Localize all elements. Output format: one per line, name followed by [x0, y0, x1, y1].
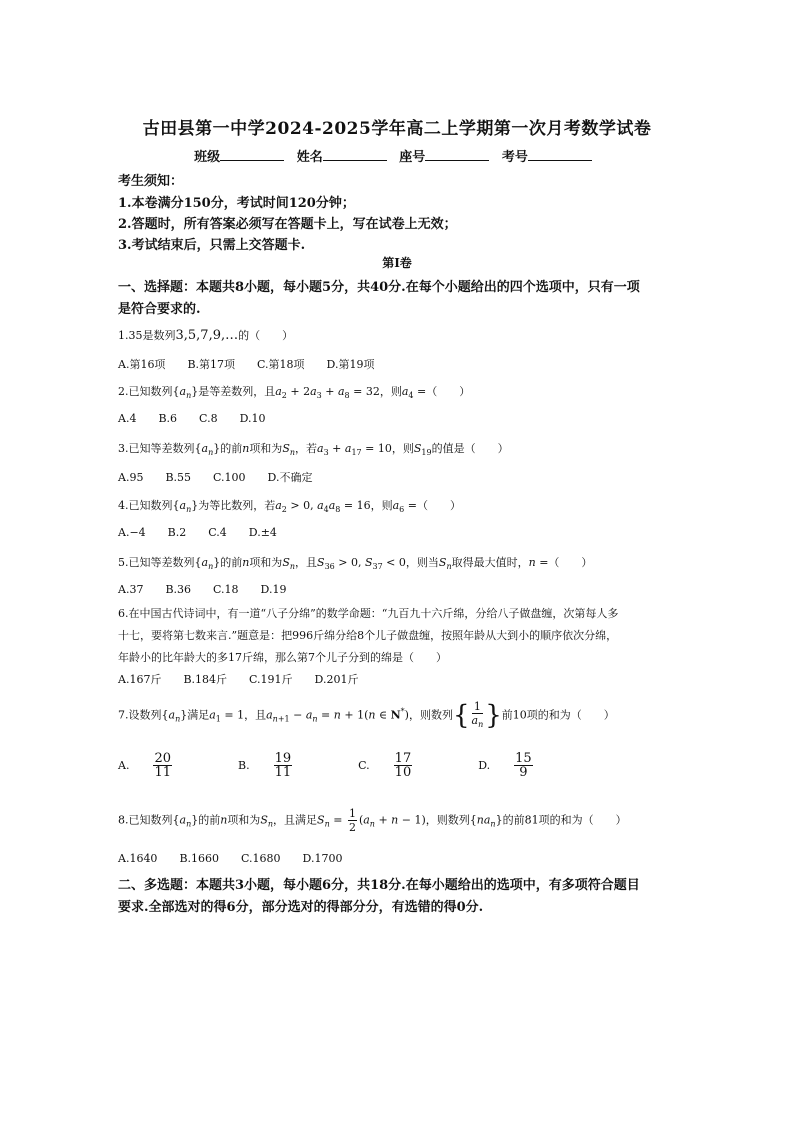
option-c: C. $\frac{17}{10}$ [358, 751, 412, 780]
option-a: A.95 [118, 471, 144, 484]
option-d: D.不确定 [267, 471, 313, 484]
option-b: B.第17项 [187, 358, 236, 371]
question-6-options [118, 671, 380, 687]
option-b: B.55 [165, 471, 192, 484]
option-b: B.6 [158, 412, 178, 425]
question-5-options [118, 583, 308, 596]
question-3: 3.已知等差数列$\{a_n\}$的前n项和为$S_n$，若$a_3 + a_{17} = 10$，则$S_{19}$的值是（ ） [118, 442, 509, 457]
field-class-label: 班级 [194, 150, 221, 165]
option-d: D.±4 [248, 526, 277, 539]
field-name-blank [323, 148, 387, 161]
section1-instructions-line2: 是符合要求的. [118, 302, 201, 317]
question-5: 5.已知等差数列$\{a_n\}$的前n项和为$S_n$，且$S_{36} > 0$, $S_{37} < 0$，则当$S_n$取得最大值时，n =（ ） [118, 556, 593, 571]
field-examno-blank [528, 148, 592, 161]
question-8-options [118, 852, 364, 865]
section2-instructions-line2: 要求.全部选对的得6分，部分选对的得部分分，有选错的得0分. [118, 900, 484, 915]
option-a: A.−4 [118, 526, 146, 539]
question-1-options [118, 356, 396, 372]
option-c: C.第18项 [257, 358, 305, 371]
page-title: 古田县第一中学2024-2025学年高二上学期第一次月考数学试卷 [142, 119, 652, 139]
option-c: C.191斤 [249, 673, 293, 686]
option-b: B. $\frac{19}{11}$ [238, 751, 292, 780]
field-seat-blank [425, 148, 489, 161]
option-c: C.4 [208, 526, 227, 539]
question-7-options [118, 752, 599, 779]
volume-heading: 第I卷 [382, 256, 412, 270]
notice-heading: 考生须知： [118, 174, 184, 189]
notice-item-1: 1.本卷满分150分，考试时间120分钟； [118, 196, 355, 211]
option-d: D.10 [239, 412, 266, 425]
field-seat-label: 座号 [399, 150, 426, 165]
option-d: D.1700 [302, 852, 343, 865]
question-3-options [118, 469, 334, 485]
question-4: 4.已知数列$\{a_n\}$为等比数列，若$a_2 > 0$, $a_4a_8 = 16$，则$a_6$ =（ ） [118, 499, 461, 514]
question-2: 2.已知数列$\{a_n\}$是等差数列，且$a_2 + 2a_3 + a_8 = 32$，则$a_4$ =（ ） [118, 385, 471, 400]
option-a: A.167斤 [118, 673, 162, 686]
option-d: D. $\frac{15}{9}$ [478, 751, 532, 780]
question-7: 7.设数列$\{a_n\}$满足$a_1 = 1$，且$a_{n+1} - a_n = n + 1(n$ ∈ N*)，则数列{ $\frac{1}{a_n}$ }前10项的和为（ ） [118, 700, 615, 731]
student-info-fields [0, 146, 794, 165]
field-name-label: 姓名 [296, 150, 323, 165]
question-2-options [118, 412, 288, 425]
option-b: B.184斤 [183, 673, 228, 686]
option-a: A.1640 [118, 852, 158, 865]
option-c: C.100 [213, 471, 246, 484]
option-a: A.第16项 [118, 358, 166, 371]
option-c: C.1680 [241, 852, 281, 865]
option-c: C.8 [199, 412, 218, 425]
field-examno-label: 考号 [501, 150, 528, 165]
notice-item-2: 2.答题时，所有答案必须写在答题卡上，写在试卷上无效； [118, 217, 457, 232]
option-d: D.19 [260, 583, 287, 596]
field-class-blank [220, 148, 284, 161]
notice-item-3: 3.考试结束后，只需上交答题卡. [118, 238, 306, 253]
question-4-options [118, 526, 299, 539]
question-8: 8.已知数列$\{a_n\}$的前n项和为$S_n$，且满足$S_n$ = $\frac{1}{2}$ $(a_n + n - 1)$，则数列$\{na_n\}$的前81项的和为（ ） [118, 807, 627, 834]
option-a: A. $\frac{20}{11}$ [118, 751, 171, 780]
question-6-line1: 6.在中国古代诗词中，有一道“八子分绵”的数学命题：“九百九十六斤绵，分给八子做盘缠，次第每人多 [118, 607, 619, 620]
section2-instructions-line1: 二、多选题：本题共3小题，每小题6分，共18分.在每小题给出的选项中，有多项符合题目 [118, 878, 640, 893]
question-1: 1.35是数列3,5,7,9,…的（ ） [118, 328, 294, 343]
option-a: A.4 [118, 412, 137, 425]
option-b: B.2 [167, 526, 187, 539]
option-b: B.1660 [179, 852, 220, 865]
question-6-line3: 年龄小的比年龄大的多17斤绵，那么第7个儿子分到的绵是（ ） [118, 651, 447, 664]
option-b: B.36 [165, 583, 192, 596]
option-c: C.18 [213, 583, 239, 596]
section1-instructions-line1: 一、选择题：本题共8小题，每小题5分，共40分.在每个小题给出的四个选项中，只有一项 [118, 280, 640, 295]
option-d: D.201斤 [314, 673, 359, 686]
question-6-line2: 十七，要将第七数来言.”题意是：把996斤绵分给8个儿子做盘缠，按照年龄从大到小的顺序依次分绵， [118, 629, 618, 642]
option-a: A.37 [118, 583, 144, 596]
option-d: D.第19项 [326, 358, 375, 371]
